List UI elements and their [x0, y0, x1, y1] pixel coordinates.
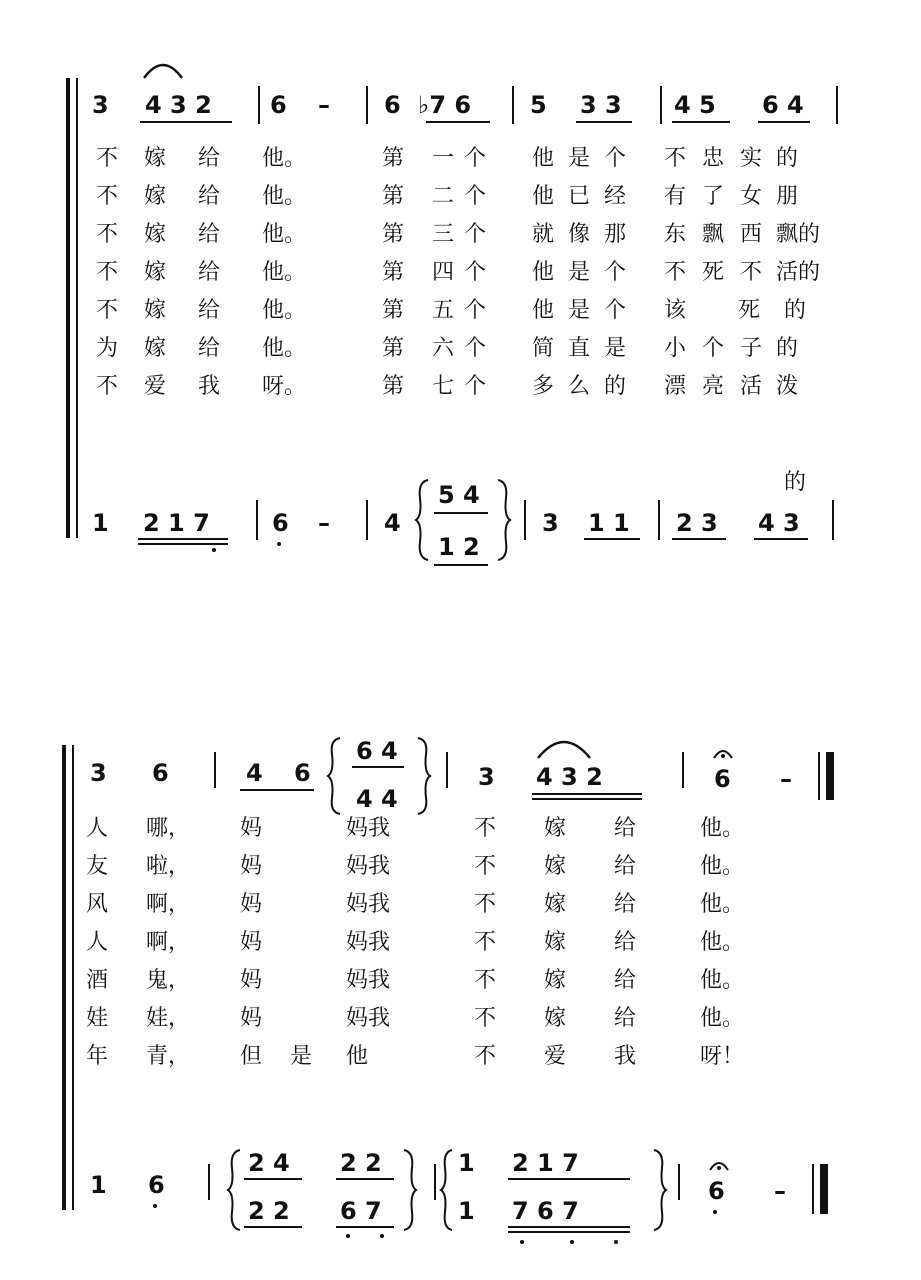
barline: [366, 500, 368, 540]
barline: [446, 752, 448, 788]
note-group: ♭7 6: [418, 91, 472, 119]
fermata: [712, 746, 734, 760]
lyric-syllable: 不: [474, 1044, 497, 1069]
lyric-extra: 的: [784, 470, 807, 495]
lyric-syllable: 的: [776, 336, 799, 361]
beam: [672, 121, 730, 123]
note: 3: [478, 763, 495, 791]
lyric-syllable: 那: [604, 222, 627, 247]
lyric-syllable: 他: [532, 260, 555, 285]
lyric-syllable: 给: [614, 1006, 637, 1031]
bass-note: 4: [384, 509, 401, 537]
chord-upper: 2 2: [340, 1149, 382, 1177]
lyric-syllable: 第: [382, 336, 405, 361]
barline: [658, 500, 660, 540]
left-brace: [414, 478, 430, 562]
lyric-syllable: 是: [568, 146, 591, 171]
low-dot: [713, 1210, 717, 1214]
lyric-syllable: 不: [474, 968, 497, 993]
low-dot: [277, 542, 281, 546]
lyric-syllable: 多: [532, 374, 555, 399]
lyric-syllable: 嫁: [544, 854, 567, 879]
lyric-syllable: 嫁: [544, 816, 567, 841]
lyric-syllable: 直: [568, 336, 591, 361]
lyric-syllable: 妈: [240, 968, 263, 993]
lyric-syllable: 泼: [776, 374, 799, 399]
lyric-syllable: 我: [198, 374, 221, 399]
lyric-syllable: 不: [96, 222, 119, 247]
lyric-syllable: 他。: [700, 1006, 745, 1031]
lyric-syllable: 嫁: [144, 260, 167, 285]
lyric-syllable: 他: [346, 1044, 369, 1069]
lyric-syllable: 实: [740, 146, 763, 171]
bass-note-group: 2 1 7: [143, 509, 210, 537]
lyric-syllable: 飘的: [776, 222, 821, 247]
lyric-syllable: 嫁: [144, 184, 167, 209]
beam: [754, 538, 808, 540]
lyric-syllable: 个: [702, 336, 725, 361]
lyric-syllable: 不: [474, 854, 497, 879]
lyric-syllable: 嫁: [544, 968, 567, 993]
barline: [366, 86, 368, 124]
lyric-syllable: 不: [474, 1006, 497, 1031]
lyric-syllable: 他。: [262, 298, 307, 323]
beam: [532, 793, 642, 795]
final-barline-thick: [820, 1164, 828, 1214]
lyric-syllable: 有: [664, 184, 687, 209]
note: 6: [152, 759, 169, 787]
lyric-syllable: 活: [740, 374, 763, 399]
lyric-syllable: 娃，: [146, 1006, 191, 1031]
lyric-syllable: 忠: [702, 146, 725, 171]
final-barline-thick: [826, 752, 834, 800]
beam: [336, 1178, 394, 1180]
slur: [536, 734, 592, 760]
lyric-syllable: 第: [382, 146, 405, 171]
dash: –: [774, 1177, 786, 1205]
beam: [758, 121, 810, 123]
low-dot: [614, 1240, 618, 1244]
barline: [682, 752, 684, 788]
lyric-syllable: 他: [532, 298, 555, 323]
left-brace: [326, 736, 342, 816]
lyric-syllable: 爱: [144, 374, 167, 399]
lyric-syllable: 呀。: [262, 374, 307, 399]
lyric-syllable: 个: [604, 298, 627, 323]
note: 3: [92, 91, 109, 119]
left-brace: [440, 1148, 454, 1232]
low-dot: [212, 548, 216, 552]
bass-note: 6: [272, 509, 289, 537]
lyric-syllable: 六: [432, 336, 455, 361]
lyric-syllable: 嫁: [144, 298, 167, 323]
lyric-syllable: 小: [664, 336, 687, 361]
beam: [584, 538, 640, 540]
low-dot: [380, 1234, 384, 1238]
lyric-syllable: 活的: [776, 260, 821, 285]
lyric-syllable: 给: [198, 146, 221, 171]
chord-lower: 4 4: [356, 785, 398, 813]
lyric-syllable: 是: [568, 260, 591, 285]
beam: [240, 789, 314, 791]
lyric-syllable: 给: [614, 892, 637, 917]
lyric-syllable: 个: [464, 374, 487, 399]
lyric-syllable: 飘: [702, 222, 725, 247]
lyric-syllable: 第: [382, 184, 405, 209]
barline: [832, 500, 834, 540]
lyric-syllable: 漂: [664, 374, 687, 399]
lyric-syllable: 他。: [700, 930, 745, 955]
dash: –: [318, 509, 330, 537]
lyric-syllable: 他。: [700, 968, 745, 993]
lyric-syllable: 个: [464, 336, 487, 361]
lyric-syllable: 个: [464, 260, 487, 285]
lyric-syllable: 啊，: [146, 892, 191, 917]
lyric-syllable: 嫁: [144, 222, 167, 247]
barline: [256, 500, 258, 540]
beam: [138, 538, 228, 540]
barline: [836, 86, 838, 124]
lyric-syllable: 不: [474, 930, 497, 955]
lyric-syllable: 我: [614, 1044, 637, 1069]
lyric-syllable: 嫁: [144, 146, 167, 171]
barline: [434, 1164, 436, 1200]
lyric-syllable: 娃: [86, 1006, 109, 1031]
lyric-syllable: 酒: [86, 968, 109, 993]
lyric-syllable: 妈我: [346, 1006, 391, 1031]
lyric-syllable: 一: [432, 146, 455, 171]
lyric-syllable: 不: [474, 892, 497, 917]
lyric-syllable: 死: [702, 260, 725, 285]
lyric-syllable: 经: [604, 184, 627, 209]
low-dot: [520, 1240, 524, 1244]
note: 6: [384, 91, 401, 119]
barline: [214, 752, 216, 788]
system-2-left-thin-line: [72, 745, 74, 1210]
lyric-syllable: 五: [432, 298, 455, 323]
lyric-syllable: 第: [382, 222, 405, 247]
beam: [426, 121, 490, 123]
lyric-syllable: 他: [532, 146, 555, 171]
lyric-syllable: 的: [784, 298, 807, 323]
lyric-syllable: 的: [604, 374, 627, 399]
beam: [672, 538, 726, 540]
lyric-syllable: 他。: [262, 146, 307, 171]
lyric-syllable: 妈我: [346, 968, 391, 993]
lyric-syllable: 人: [86, 816, 109, 841]
beam: [532, 798, 642, 800]
lyric-syllable: 不: [96, 260, 119, 285]
beam: [434, 512, 488, 514]
beam: [434, 564, 488, 566]
lyric-syllable: 妈我: [346, 930, 391, 955]
chord-upper: 6 4: [356, 737, 398, 765]
lyric-syllable: 他。: [700, 816, 745, 841]
lyric-syllable: 妈: [240, 816, 263, 841]
lyric-syllable: 个: [464, 146, 487, 171]
lyric-syllable: 年: [86, 1044, 109, 1069]
lyric-syllable: 四: [432, 260, 455, 285]
low-dot: [153, 1204, 157, 1208]
lyric-syllable: 他。: [700, 892, 745, 917]
lyric-syllable: 爱: [544, 1044, 567, 1069]
lyric-syllable: 么: [568, 374, 591, 399]
lyric-syllable: 给: [614, 968, 637, 993]
lyric-syllable: 不: [474, 816, 497, 841]
lyric-syllable: 但: [240, 1044, 263, 1069]
bass-note-group: 1 1: [588, 509, 630, 537]
low-dot: [570, 1240, 574, 1244]
lyric-syllable: 妈: [240, 1006, 263, 1031]
lyric-syllable: 鬼，: [146, 968, 191, 993]
lyric-syllable: 不: [96, 374, 119, 399]
system-2-left-barline: [62, 745, 66, 1210]
lyric-syllable: 已: [568, 184, 591, 209]
lyric-syllable: 第: [382, 298, 405, 323]
lyric-syllable: 哪，: [146, 816, 191, 841]
lyric-syllable: 给: [198, 222, 221, 247]
note: 4: [246, 759, 263, 787]
lyric-syllable: 人: [86, 930, 109, 955]
right-brace: [652, 1148, 668, 1232]
chord-lower: 1 2: [438, 533, 480, 561]
bass-note: 1: [90, 1171, 107, 1199]
lyric-syllable: 东: [664, 222, 687, 247]
lyric-syllable: 不: [96, 298, 119, 323]
lyric-syllable: 给: [198, 336, 221, 361]
lyric-syllable: 给: [198, 298, 221, 323]
lyric-syllable: 了: [702, 184, 725, 209]
lyric-syllable: 嫁: [544, 930, 567, 955]
lyric-syllable: 嫁: [544, 1006, 567, 1031]
lyric-syllable: 嫁: [544, 892, 567, 917]
lyric-syllable: 像: [568, 222, 591, 247]
bass-note-group: 4 3: [758, 509, 800, 537]
dash: –: [780, 765, 792, 793]
dash: –: [318, 91, 330, 119]
lyric-syllable: 二: [432, 184, 455, 209]
beam: [576, 121, 632, 123]
bass-note: 6: [708, 1177, 725, 1205]
lyric-syllable: 他: [532, 184, 555, 209]
lyric-syllable: 简: [532, 336, 555, 361]
lyric-syllable: 西: [740, 222, 763, 247]
lyric-syllable: 妈我: [346, 854, 391, 879]
lyric-syllable: 亮: [702, 374, 725, 399]
lyric-syllable: 死: [738, 298, 761, 323]
lyric-syllable: 不: [740, 260, 763, 285]
lyric-syllable: 为: [96, 336, 119, 361]
beam: [508, 1178, 630, 1180]
lyric-syllable: 啦，: [146, 854, 191, 879]
note-group: 4 5: [674, 91, 716, 119]
note: 3: [90, 759, 107, 787]
lyric-syllable: 该: [664, 298, 687, 323]
beam: [336, 1226, 394, 1228]
lyric-syllable: 给: [198, 184, 221, 209]
beam: [352, 766, 404, 768]
lyric-syllable: 女: [740, 184, 763, 209]
lyric-syllable: 不: [96, 146, 119, 171]
bass-note: 6: [148, 1171, 165, 1199]
lyric-syllable: 个: [464, 298, 487, 323]
lyric-syllable: 他。: [262, 260, 307, 285]
low-dot: [346, 1234, 350, 1238]
bass-note: 1: [92, 509, 109, 537]
lyric-syllable: 妈: [240, 930, 263, 955]
lyric-syllable: 嫁: [144, 336, 167, 361]
final-barline-thin: [812, 1164, 814, 1214]
beam: [138, 543, 228, 545]
lyric-syllable: 朋: [776, 184, 799, 209]
system-1-left-barline: [66, 78, 70, 538]
chord-lower: 1: [458, 1197, 475, 1225]
beam: [508, 1226, 630, 1228]
right-brace: [496, 478, 512, 562]
system-1-left-thin-line: [76, 78, 78, 538]
slur: [142, 58, 184, 80]
beam: [508, 1231, 630, 1233]
left-brace: [226, 1148, 242, 1232]
note-group: 6 4: [762, 91, 804, 119]
barline: [512, 86, 514, 124]
bass-note: 3: [542, 509, 559, 537]
beam: [140, 121, 232, 123]
chord-lower: 7 6 7: [512, 1197, 579, 1225]
note: 6: [714, 765, 731, 793]
note: 5: [530, 91, 547, 119]
lyric-syllable: 子: [740, 336, 763, 361]
note-group: 3 3: [580, 91, 622, 119]
final-barline-thin: [818, 752, 820, 800]
right-brace: [402, 1148, 418, 1232]
lyric-syllable: 给: [614, 816, 637, 841]
lyric-syllable: 妈: [240, 854, 263, 879]
lyric-syllable: 是: [568, 298, 591, 323]
lyric-syllable: 啊，: [146, 930, 191, 955]
barline: [208, 1164, 210, 1200]
barline: [660, 86, 662, 124]
barline: [258, 86, 260, 124]
lyric-syllable: 第: [382, 260, 405, 285]
bass-note-group: 2 3: [676, 509, 718, 537]
beam: [244, 1226, 302, 1228]
lyric-syllable: 给: [614, 930, 637, 955]
lyric-syllable: 个: [604, 260, 627, 285]
lyric-syllable: 给: [614, 854, 637, 879]
lyric-syllable: 不: [664, 146, 687, 171]
lyric-syllable: 妈我: [346, 816, 391, 841]
chord-lower: 6 7: [340, 1197, 382, 1225]
note-group: 4 3 2: [536, 763, 603, 791]
lyric-syllable: 个: [464, 184, 487, 209]
lyric-syllable: 给: [198, 260, 221, 285]
lyric-syllable: 是: [604, 336, 627, 361]
note-group: 4 3 2: [145, 91, 212, 119]
chord-lower: 2 2: [248, 1197, 290, 1225]
chord-upper: 2 1 7: [512, 1149, 579, 1177]
lyric-syllable: 友: [86, 854, 109, 879]
lyric-syllable: 不: [664, 260, 687, 285]
lyric-syllable: 个: [464, 222, 487, 247]
lyric-syllable: 他。: [262, 336, 307, 361]
chord-upper: 1: [458, 1149, 475, 1177]
lyric-syllable: 不: [96, 184, 119, 209]
lyric-syllable: 他。: [700, 854, 745, 879]
lyric-syllable: 妈我: [346, 892, 391, 917]
lyric-syllable: 第: [382, 374, 405, 399]
chord-upper: 5 4: [438, 481, 480, 509]
lyric-syllable: 青，: [146, 1044, 191, 1069]
lyric-syllable: 他。: [262, 184, 307, 209]
note: 6: [270, 91, 287, 119]
note: 6: [294, 759, 311, 787]
chord-upper: 2 4: [248, 1149, 290, 1177]
lyric-syllable: 他。: [262, 222, 307, 247]
lyric-syllable: 就: [532, 222, 555, 247]
lyric-syllable: 妈: [240, 892, 263, 917]
barline: [678, 1164, 680, 1200]
right-brace: [416, 736, 432, 816]
lyric-syllable: 个: [604, 146, 627, 171]
lyric-syllable: 风: [86, 892, 109, 917]
lyric-syllable: 是: [290, 1044, 313, 1069]
lyric-syllable: 七: [432, 374, 455, 399]
beam: [244, 1178, 302, 1180]
lyric-syllable: 三: [432, 222, 455, 247]
lyric-syllable: 的: [776, 146, 799, 171]
fermata: [708, 1158, 730, 1172]
barline: [524, 500, 526, 540]
lyric-syllable: 呀！: [700, 1044, 745, 1069]
